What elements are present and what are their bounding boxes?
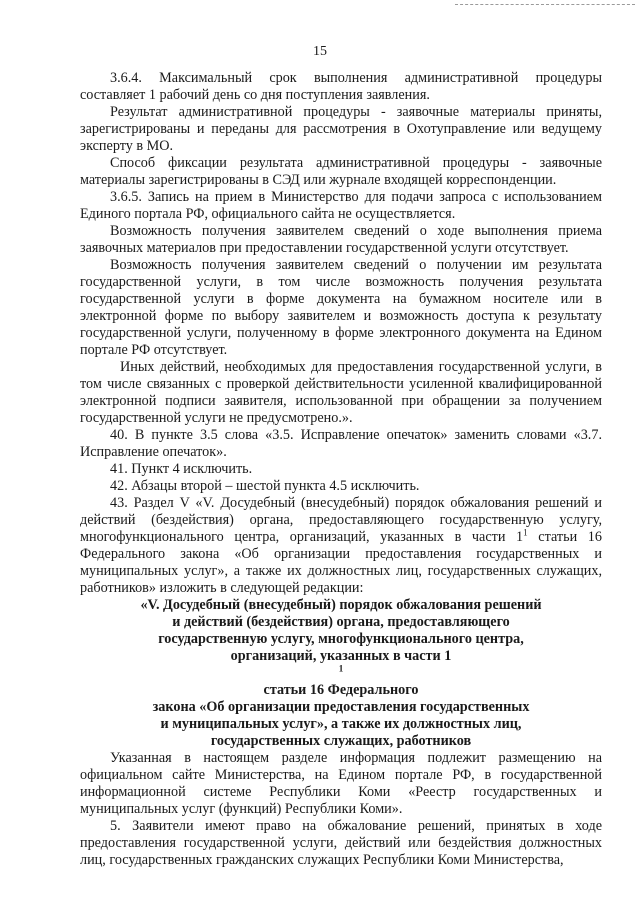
- item-43-text: 43. Раздел V «V. Досудебный (внесудебный) порядок обжалования решений и действий (бездействия) органа, предоставляющего государственную услугу, многофункционального центра, организаций, указанных в части 1: [80, 495, 602, 545]
- paragraph-item-41: 41. Пункт 4 исключить.: [110, 461, 253, 477]
- paragraph-item-40: 40. В пункте 3.5 слова «3.5. Исправление опечаток» заменить словами «3.7. Исправление опечаток».: [80, 427, 602, 460]
- page-number: 15: [313, 44, 327, 59]
- paragraph-item-43: [80, 495, 602, 597]
- item-43-superscript: 1: [523, 527, 528, 538]
- paragraph-result: Результат административной процедуры - заявочные материалы приняты, зарегистрированы и переданы для рассмотрения в Охотуправление или ведущему эксперту в МО.: [80, 104, 602, 154]
- paragraph-item-5: 5. Заявители имеют право на обжалование решений, принятых в ходе предоставления государственной услуги, действий или бездействия должностных лиц, государственных гражданских служащих Республики Коми Министерства,: [80, 818, 602, 868]
- heading-line: и муниципальных услуг», а также их должностных лиц,: [160, 716, 522, 732]
- paragraph-other-actions: Иных действий, необходимых для предоставления государственной услуги, в том числе связанных с проверкой действительности усиленной квалифицированной электронной подписи заявителя, использованной при обращении за получением государственной услуги не предусмотрено.».: [80, 359, 602, 426]
- document-body: [80, 70, 602, 869]
- heading-line: «V. Досудебный (внесудебный) порядок обжалования решений: [140, 597, 542, 613]
- paragraph-fixation: Способ фиксации результата административной процедуры - заявочные материалы зарегистрированы в СЭД или журнале входящей корреспонденции.: [80, 155, 602, 188]
- item-43-text-end: статьи 16 Федерального закона «Об организации предоставления государственных и муниципальных услуг», а также их должностных лиц, государственных служащих, работников» изложить в следующей редакции:: [80, 529, 602, 596]
- scan-artifact-line: [455, 4, 635, 5]
- heading-line: закона «Об организации предоставления государственных: [152, 699, 530, 715]
- paragraph-info-placement: Указанная в настоящем разделе информация подлежит размещению на официальном сайте Министерства, на Едином портале РФ, в государственной информационной системе Республики Коми «Реестр государственных и муниципальных услуг (функций) Республики Коми».: [80, 750, 602, 817]
- paragraph-progress-info: Возможность получения заявителем сведений о ходе выполнения приема заявочных материалов при предоставлении государственной услуги отсутствует.: [80, 223, 602, 256]
- heading-line-text: организаций, указанных в части 1: [230, 648, 452, 664]
- heading-line: и действий (бездействия) органа, предоставляющего: [172, 614, 510, 630]
- heading-line: государственную услугу, многофункционального центра,: [158, 631, 524, 647]
- paragraph-3-6-5: 3.6.5. Запись на прием в Министерство для подачи запроса с использованием Единого портала РФ, официального сайта не осуществляется.: [80, 189, 602, 222]
- paragraph-3-6-4: 3.6.4. Максимальный срок выполнения административной процедуры составляет 1 рабочий день со дня поступления заявления.: [80, 70, 602, 103]
- heading-line: государственных служащих, работников: [210, 733, 472, 749]
- paragraph-result-info: Возможность получения заявителем сведений о получении им результата государственной услуги, в том числе возможность получения результата государственной услуги в форме документа на бумажном носителе или в электронной форме по выбору заявителем и возможность доступа к результату государственной услуги, полученному в форме электронного документа на Едином портале РФ отсутствует.: [80, 257, 602, 358]
- heading-line: [80, 648, 602, 699]
- paragraph-item-42: 42. Абзацы второй – шестой пункта 4.5 исключить.: [110, 478, 420, 494]
- heading-line-text-end: статьи 16 Федерального: [263, 682, 419, 698]
- section-v-heading: [80, 597, 602, 750]
- heading-superscript: 1: [338, 663, 344, 674]
